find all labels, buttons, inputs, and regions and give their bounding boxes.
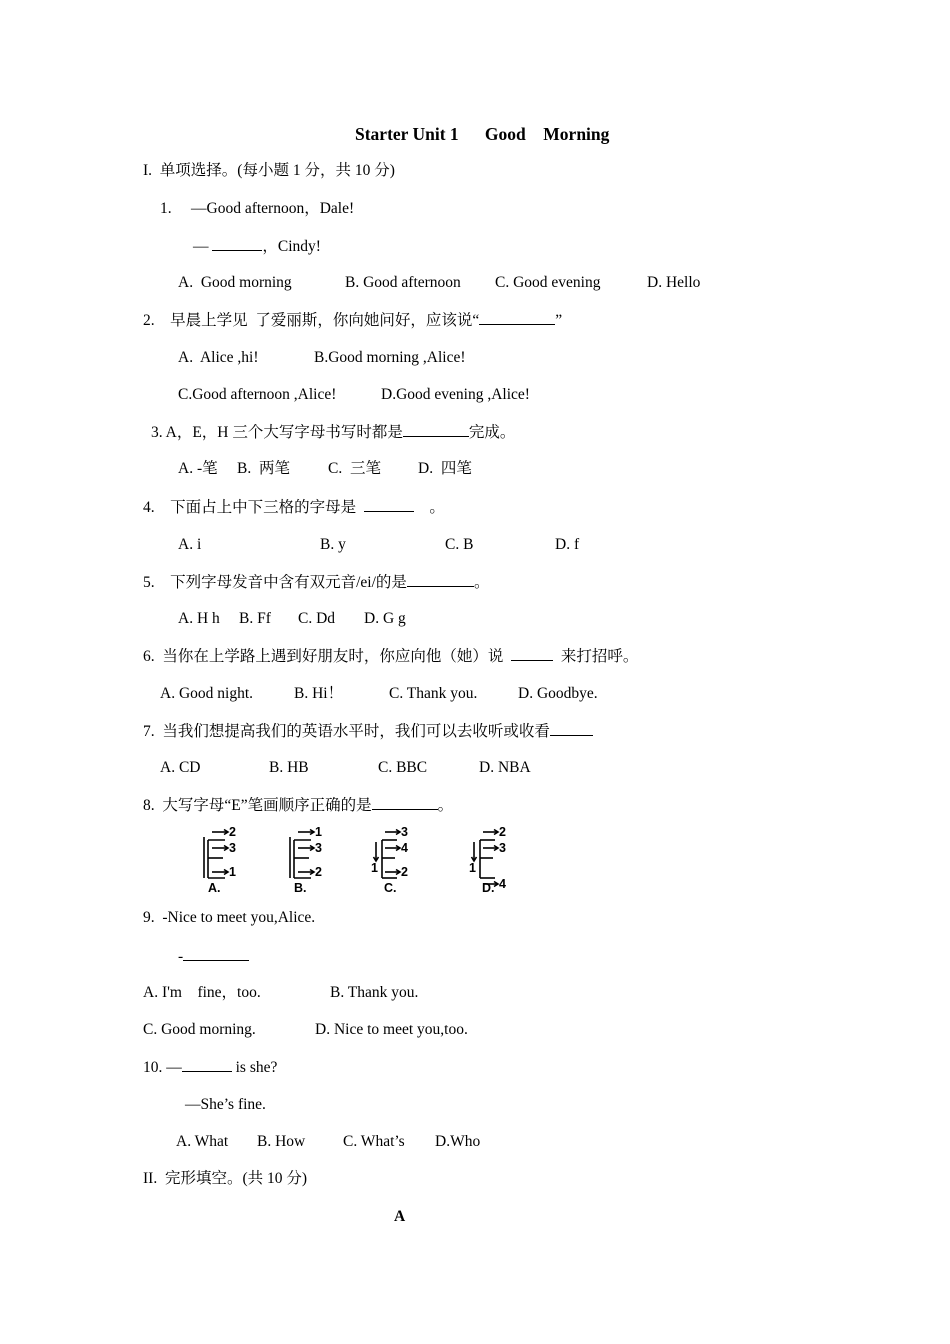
q5-option-c: C. Dd [298, 610, 336, 627]
q3-option-d: D. 四笔 [418, 460, 472, 477]
q5-option-a: A. H h [178, 610, 220, 627]
q2-option-a: A. Alice ,hi! [178, 349, 259, 366]
q9-stem: 9. -Nice to meet you,Alice. [143, 909, 316, 926]
q8-stem: 8. 大写字母“E”笔画顺序正确的是 。 [143, 797, 454, 814]
answer-blank[interactable] [372, 795, 438, 810]
figure-b [284, 826, 332, 898]
stroke-order-figures [198, 826, 528, 898]
q9-option-d: D. Nice to meet you,too. [315, 1021, 468, 1038]
q10-option-a: A. What [176, 1133, 229, 1150]
stroke-number-left: 1 [371, 861, 378, 875]
q6-stem: 6. 当你在上学路上遇到好朋友时，你应向他（她）说 来打招呼。 [143, 648, 639, 665]
q7-option-a: A. CD [160, 759, 201, 776]
q5-stem: 5. 下列字母发音中含有双元音/ei/的是 。 [143, 574, 490, 591]
q5-option-d: D. G g [364, 610, 406, 627]
section-2-heading: II. 完形填空。(共 10 分) [143, 1170, 308, 1187]
answer-blank[interactable] [550, 721, 593, 736]
q1-option-c: C. Good evening [495, 274, 601, 291]
stroke-number-bottom: 4 [499, 877, 506, 891]
q4-option-b: B. y [320, 536, 346, 553]
answer-blank[interactable] [403, 422, 469, 437]
figure-a [198, 826, 246, 898]
answer-blank[interactable] [182, 1057, 232, 1072]
section-1-heading: I. 单项选择。(每小题 1 分，共 10 分) [143, 162, 395, 179]
answer-blank[interactable] [407, 572, 474, 587]
q6-option-d: D. Goodbye. [518, 685, 598, 702]
letter-e-drawing [198, 826, 246, 898]
q9-option-a: A. I'm fine，too. [143, 984, 261, 1001]
q6-option-a: A. Good night. [160, 685, 253, 702]
figure-label: C. [384, 881, 397, 895]
stroke-number-bottom: 2 [315, 865, 322, 879]
stroke-number-middle: 3 [315, 841, 322, 855]
stroke-number-top: 2 [229, 825, 236, 839]
stroke-number-middle: 3 [499, 841, 506, 855]
stroke-number-middle: 3 [229, 841, 236, 855]
q7-stem: 7. 当我们想提高我们的英语水平时，我们可以去收听或收看 [143, 721, 593, 742]
answer-blank[interactable] [364, 497, 414, 512]
q1-reply: — ，Cindy! [193, 238, 321, 255]
q10-option-c: C. What’s [343, 1133, 405, 1150]
q3-option-c: C. 三笔 [328, 460, 381, 477]
q10-option-b: B. How [257, 1133, 306, 1150]
answer-blank[interactable] [511, 646, 553, 661]
stroke-number-left: 1 [469, 861, 476, 875]
answer-blank[interactable] [479, 310, 555, 325]
page-title: Starter Unit 1 Good Morning [355, 124, 610, 144]
q2-stem: 2. 早晨上学见 了爱丽斯，你向她问好，应该说“ ” [143, 312, 563, 329]
q7-option-b: B. HB [269, 759, 309, 776]
stroke-number-top: 3 [401, 825, 408, 839]
q2-option-c: C.Good afternoon ,Alice! [178, 386, 337, 403]
q4-option-c: C. B [445, 536, 474, 553]
figure-label: D. [482, 881, 495, 895]
figure-d [466, 826, 514, 898]
q4-option-a: A. i [178, 536, 202, 553]
letter-e-drawing [284, 826, 332, 898]
stroke-number-bottom: 1 [229, 865, 236, 879]
stroke-number-top: 2 [499, 825, 506, 839]
stroke-number-top: 1 [315, 825, 322, 839]
q1-option-d: D. Hello [647, 274, 701, 291]
q10-option-d: D.Who [435, 1133, 481, 1150]
q1-stem: 1. —Good afternoon，Dale! [160, 200, 355, 217]
figure-label: A. [208, 881, 221, 895]
q4-stem: 4. 下面占上中下三格的字母是 。 [143, 499, 445, 516]
q7-option-c: C. BBC [378, 759, 428, 776]
q3-option-a: A. -笔 [178, 460, 218, 477]
stroke-number-middle: 4 [401, 841, 408, 855]
stroke-number-bottom: 2 [401, 865, 408, 879]
q1-option-b: B. Good afternoon [345, 274, 461, 291]
q2-option-b: B.Good morning ,Alice! [314, 349, 466, 366]
answer-blank[interactable] [212, 236, 262, 251]
passage-label: A [394, 1208, 406, 1225]
q3-stem: 3. A，E，H 三个大写字母书写时都是 完成。 [151, 424, 516, 441]
q1-option-a: A. Good morning [178, 274, 292, 291]
q7-option-d: D. NBA [479, 759, 531, 776]
q9-option-c: C. Good morning. [143, 1021, 256, 1038]
figure-c [368, 826, 416, 898]
q4-option-d: D. f [555, 536, 580, 553]
q9-reply: - [178, 946, 249, 967]
answer-blank[interactable] [183, 946, 249, 961]
q9-option-b: B. Thank you. [330, 984, 419, 1001]
q3-option-b: B. 两笔 [237, 460, 290, 477]
q2-option-d: D.Good evening ,Alice! [381, 386, 530, 403]
q10-reply: —She’s fine. [185, 1096, 266, 1113]
q10-stem: 10. — is she? [143, 1059, 278, 1076]
q5-option-b: B. Ff [239, 610, 271, 627]
q6-option-b: B. Hi！ [294, 685, 344, 702]
figure-label: B. [294, 881, 307, 895]
q6-option-c: C. Thank you. [389, 685, 478, 702]
